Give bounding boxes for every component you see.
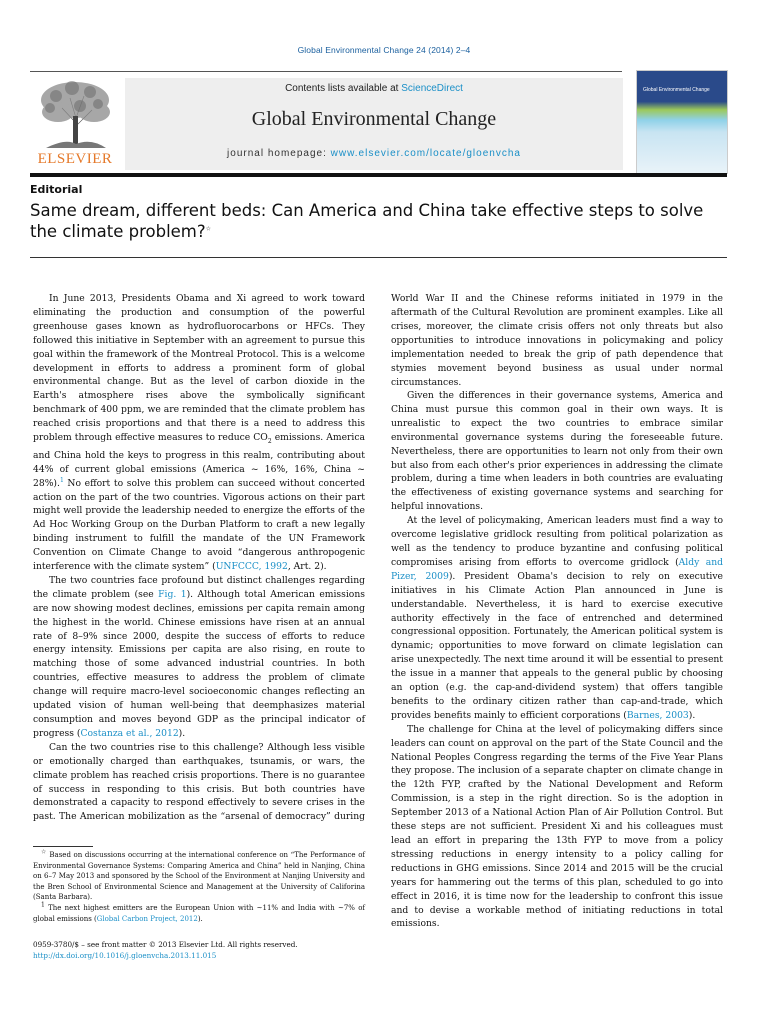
paragraph-1 xyxy=(33,292,365,574)
paragraph-4 xyxy=(391,389,723,514)
contents-prefix: Contents lists available at xyxy=(285,83,402,94)
journal-masthead xyxy=(125,78,623,170)
title-top-rule xyxy=(30,173,727,177)
article-title xyxy=(30,200,727,242)
section-label: Editorial xyxy=(30,183,83,196)
footnotes xyxy=(33,850,365,924)
paragraph-3-continued xyxy=(391,292,723,389)
sciencedirect-link[interactable]: ScienceDirect xyxy=(401,83,463,94)
p2-text-1: The two countries face profound but distinct challenges regarding the climate problem (see xyxy=(33,574,365,600)
paragraph-5 xyxy=(391,514,723,723)
contents-line xyxy=(125,83,623,94)
co2-subscript: 2 xyxy=(267,437,272,445)
journal-title: Global Environmental Change xyxy=(251,108,497,130)
tree-logo-icon xyxy=(36,78,114,150)
citation-unfccc-1992[interactable]: UNFCCC, 1992 xyxy=(215,561,288,573)
p1-text-2: emissions. America and China hold the keys to progress in this realm, contributing about 44% of current global emissions (America ~ 16%, 16%, China ~ 28%). xyxy=(33,432,365,489)
p2-text-2: ). Although total American emissions are now showing modest declines, emissions per capita remain among the highest in the world. Chinese emissions have risen at an annual rate of 8–9% since 2000, despite the success of efforts to reduce energy intensity. Emissions per capita are also rising, en route to matching those of some advanced industrial countries. In both countries, effective measures to address the problem of climate change will require macro-level socioeconomic changes reflecting an updated vision of human well-being that deemphasizes material consumption and moves beyond GDP as the principal indicator of progress ( xyxy=(33,588,365,739)
footnote-1-mark: 1 xyxy=(41,901,45,909)
paragraph-2 xyxy=(33,574,365,741)
article-title-text: Same dream, different beds: Can America and China take effective steps to solve the climate problem? xyxy=(30,201,704,241)
p1-text-1: In June 2013, Presidents Obama and Xi agreed to work toward eliminating the production and consumption of the powerful greenhouse gases known as hydrofluorocarbons or HFCs. They followed this initiative in September with an agreement to pursue this goal within the framework of the Montreal Protocol. This is a welcome development in efforts to address a prominent form of global environmental change. But as the level of carbon dioxide in the Earth's atmosphere rises above the symbolically significant benchmark of 400 ppm, we are reminded that the climate problem has reached crisis proportions and that there is a need to address this problem through effective measures to reduce CO xyxy=(33,293,365,444)
footnote-1 xyxy=(33,903,365,924)
title-footnote-mark[interactable]: ☆ xyxy=(205,225,212,233)
footnote-rule xyxy=(33,846,93,847)
p5-text-1: At the level of policymaking, American leaders must find a way to overcome legislative gridlock resulting from political polarization as well as the tendency to produce byzantine and confusing political compromises arising from efforts to overcome gridlock ( xyxy=(391,515,723,568)
p3-continued-text xyxy=(391,292,723,389)
footnote-star xyxy=(33,850,365,903)
citation-aldy-pizer-2009[interactable]: Aldy and Pizer, 2009 xyxy=(391,556,724,582)
p5-text-3: ). xyxy=(688,709,696,721)
p2-text-3: ). xyxy=(178,727,186,739)
p6-text: The challenge for China at the level of policymaking differs since leaders can count on approval on the part of the State Council and the National Peoples Congress regarding the terms of the Five Year Plans they propose. The inclusion of a separate chapter on climate change in the 12th FYP, crafted by the National Development and Reform Commission, is a step in the right direction. So is the adoption in September 2013 of a National Action Plan of Air Pollution Control. But these steps are not sufficient. President Xi and his colleagues must lead an effort in preparing the 13th FYP to move from a policy stressing reductions in energy intensity to a policy calling for reductions in GHG emissions. Since 2014 and 2015 will be the crucial years for hammering out the terms of this plan, scheduled to go into effect in 2016, it is time now for the leadership to confront this issue and to devise a workable method of initiating reductions in total emissions. xyxy=(391,723,723,930)
homepage-line xyxy=(125,148,623,159)
footnote-1-link[interactable]: 1 xyxy=(59,476,64,484)
figure-1-link[interactable]: Fig. 1 xyxy=(158,588,187,600)
footnote-1-end: ). xyxy=(197,914,203,923)
header-rule xyxy=(30,71,622,72)
paragraph-3 xyxy=(33,741,365,825)
copyright-line: 0959-3780/$ – see front matter © 2013 Elsevier Ltd. All rights reserved. xyxy=(33,940,298,949)
p3-text: Can the two countries rise to this challenge? Although less visible or emotionally charged than earthquakes, tsunamis, or wars, the climate problem has reached crisis proportions. There is no guarantee of success in responding to this crisis. But both countries have demonstrated a capacity to respond effectively to severe crises in the past. The American mobilization as the “arsenal of democracy” during xyxy=(33,741,365,823)
citation-global-carbon-project-2012[interactable]: Global Carbon Project, 2012 xyxy=(96,914,198,923)
footnote-star-mark: ☆ xyxy=(41,848,47,856)
title-bottom-rule xyxy=(30,257,727,258)
body-column-right xyxy=(391,292,723,931)
citation-costanza-2012[interactable]: Costanza et al., 2012 xyxy=(80,727,179,739)
cover-title: Global Environmental Change xyxy=(643,87,710,93)
elsevier-logo[interactable] xyxy=(30,78,120,170)
p4-text: Given the differences in their governance systems, America and China must pursue this common goal in their own ways. It is unrealistic to expect the two countries to embrace similar environmental governance systems during the foreseeable future. Nevertheless, there are opportunities to learn not only from their own but also from each other's prior experiences in addressing the climate problem, during a time when leaders in both countries are evaluating the effectiveness of existing governance systems and searching for helpful innovations. xyxy=(391,390,723,513)
p5-text-2: ). President Obama's decision to rely on executive initiatives in his Climate Action Plan announced in June is understandable. Nevertheless, it is hard to exercise executive authority effectively in the face of entrenched and determined congressional opposition. Fortunately, the American political system is dynamic; opportunities to move forward on climate legislation can arise unexpectedly. The next time around it will be essential to present the issue in a manner that appeals to the general public by choosing an option (e.g. the cap-and-dividend system) that offers tangible benefits to the ordinary citizen rather than cap-and-trade, which provides benefits mainly to efficient corporations ( xyxy=(391,570,723,721)
copyright-block xyxy=(33,939,373,961)
publisher-logo-text: ELSEVIER xyxy=(37,151,113,167)
homepage-prefix: journal homepage: xyxy=(227,148,331,159)
doi-link[interactable]: http://dx.doi.org/10.1016/j.gloenvcha.2013.11.015 xyxy=(33,951,217,960)
p1-text-4: , Art. 2). xyxy=(287,561,327,573)
footnote-1-text: The next highest emitters are the European Union with ~11% and India with ~7% of global emissions ( xyxy=(33,903,365,923)
citation-barnes-2003[interactable]: Barnes, 2003 xyxy=(626,709,689,721)
footnote-star-text: Based on discussions occurring at the international conference on “The Performance of Environmental Governance Systems: Comparing America and China” held in Nanjing, China on 6–7 May 2013 and sponsored by the School of the Environment at Nanjing University and the Bren School of Environmental Science and Management at the University of Califorina (Santa Barbara). xyxy=(33,851,365,902)
journal-cover-image[interactable] xyxy=(636,70,728,174)
body-column-left xyxy=(33,292,365,825)
paragraph-6 xyxy=(391,723,723,932)
p3-text-cont: World War II and the Chinese reforms initiated in 1979 in the aftermath of the Cultural Revolution are prominent examples. Like all crises, moreover, the climate crisis offers not only threats but also opportunities to introduce innovations in policymaking and policy implementation needed to break the grip of path dependence that stymies movement beyond business as usual under normal circumstances. xyxy=(391,293,723,388)
running-head: Global Environmental Change 24 (2014) 2–4 xyxy=(297,45,471,55)
p1-text-3: No effort to solve this problem can succeed without concerted action on the part of the two countries. Vigorous actions on their part might well provide the leadership needed to energize the efforts of the Ad Hoc Working Group on the Durban Platform to craft a new legally binding instrument to fulfill the mandate of the UN Framework Convention on Climate Change to avoid “dangerous anthropogenic interference with the climate system” ( xyxy=(33,477,365,573)
journal-homepage-link[interactable]: www.elsevier.com/locate/gloenvcha xyxy=(330,148,521,159)
